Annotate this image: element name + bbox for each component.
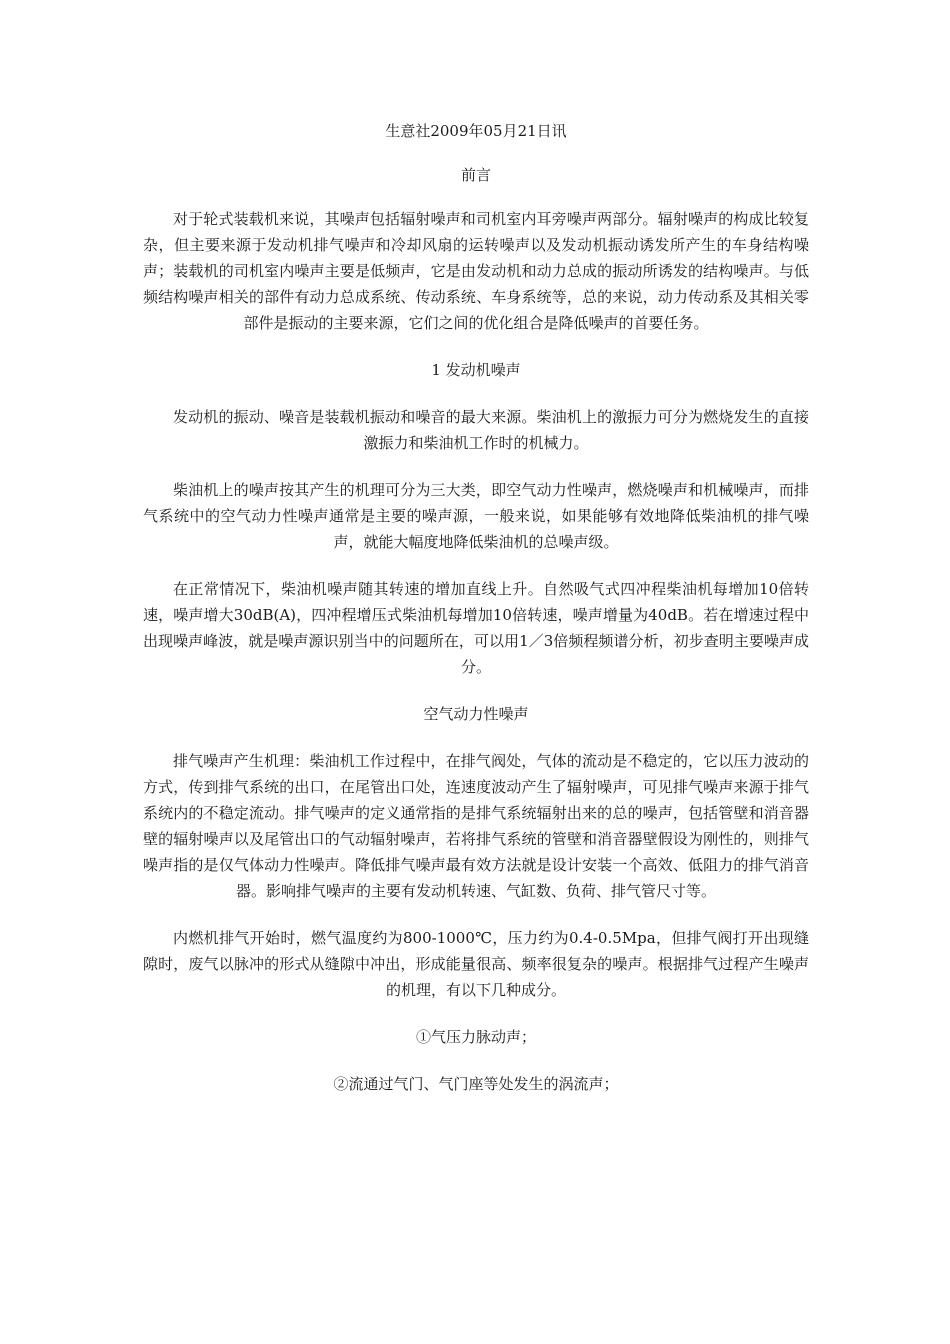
aero-noise-heading: 空气动力性噪声 — [423, 705, 529, 723]
engine-paragraph-3: 在正常情况下，柴油机噪声随其转速的增加直线上升。自然吸气式四冲程柴油机每增加10倍转速，噪声增大30dB(A)，四冲程增压式柴油机每增加10倍转速，噪声增量为40dB。若在增速过程中出现噪声峰波，就是噪声源识别当中的问题所在，可以用1／3倍频程频谱分析，初步查明主要噪声成分。 — [143, 580, 809, 676]
aero-paragraph-1: 排气噪声产生机理：柴油机工作过程中，在排气阀处，气体的流动是不稳定的，它以压力波动的方式，传到排气系统的出口，在尾管出口处，连速度波动产生了辐射噪声，可见排气噪声来源于排气系统内的不稳定流动。排气噪声的定义通常指的是排气系统辐射出来的总的噪声，包括管壁和消音器壁的辐射噪声以及尾管出口的气动辐射噪声，若将排气系统的管壁和消音器壁假设为刚性的，则排气噪声指的是仅气体动力性噪声。降低排气噪声最有效方法就是设计安装一个高效、低阻力的排气消音器。影响排气噪声的主要有发动机转速、气缸数、负荷、排气管尺寸等。 — [143, 752, 809, 900]
preface-title: 前言 — [460, 166, 491, 184]
document-page — [143, 118, 809, 1097]
intro-paragraph: 对于轮式装载机来说，其噪声包括辐射噪声和司机室内耳旁噪声两部分。辐射噪声的构成比较复杂，但主要来源于发动机排气噪声和冷却风扇的运转噪声以及发动机振动诱发所产生的车身结构噪声；装载机的司机室内噪声主要是低频声，它是由发动机和动力总成的振动所诱发的结构噪声。与低频结构噪声相关的部件有动力总成系统、传动系统、车身系统等，总的来说，动力传动系及其相关零部件是振动的主要来源，它们之间的优化组合是降低噪声的首要任务。 — [143, 210, 809, 332]
list-item: ①气压力脉动声； — [415, 1028, 536, 1046]
aero-paragraph-2: 内燃机排气开始时，燃气温度约为800-1000℃，压力约为0.4-0.5Mpa，但排气阀打开出现缝隙时，废气以脉冲的形式从缝隙中冲出，形成能量很高、频率很复杂的噪声。根据排气过程产生噪声的机理，有以下几种成分。 — [143, 929, 809, 999]
engine-paragraph-2: 柴油机上的噪声按其产生的机理可分为三大类，即空气动力性噪声，燃烧噪声和机械噪声，而排气系统中的空气动力性噪声通常是主要的噪声源，一般来说，如果能够有效地降低柴油机的排气噪声，就能大幅度地降低柴油机的总噪声级。 — [143, 481, 809, 551]
dateline: 生意社2009年05月21日讯 — [385, 122, 567, 140]
list-item: ②流通过气门、气门座等处发生的涡流声； — [333, 1075, 619, 1093]
engine-noise-heading: 1 发动机噪声 — [431, 361, 521, 379]
engine-paragraph-1: 发动机的振动、噪音是装载机振动和噪音的最大来源。柴油机上的激振力可分为燃烧发生的直接激振力和柴油机工作时的机械力。 — [173, 408, 809, 452]
